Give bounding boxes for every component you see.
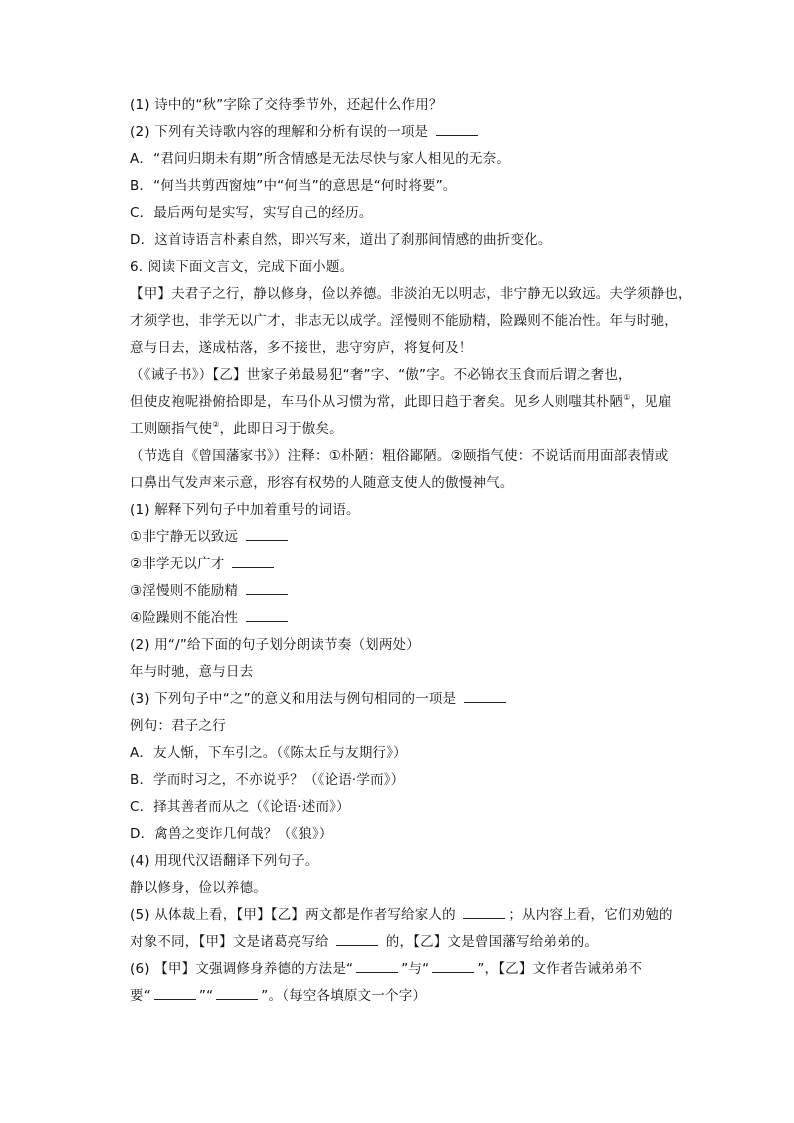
q6-s1-item-text: ④险躁则不能冶性 xyxy=(130,610,239,626)
q6-s1-item xyxy=(130,524,700,551)
q5-option-b: B．“何当共剪西窗烛”中“何当”的意思是“何时将要”。 xyxy=(130,178,457,194)
q6-s3-option-a: A．友人惭，下车引之。（《陈太丘与友期行》） xyxy=(130,745,407,761)
answer-blank xyxy=(432,958,474,973)
q6-s4-sentence: 静以修身，俭以养德。 xyxy=(130,880,267,896)
q6-s2-sentence: 年与时驰，意与日去 xyxy=(130,664,254,680)
q6-s1-item-text: ③淫慢则不能励精 xyxy=(130,583,239,599)
answer-blank xyxy=(463,904,505,919)
q6-s6-line2 xyxy=(130,983,700,1010)
passage-jia-line: 意与日去，遂成枯落，多不接世，悲守穷庐，将复何及！ xyxy=(130,340,473,356)
passage-yi-text: ，此即日习于傲矣。 xyxy=(219,421,343,437)
q5-sub2-text: (2) 下列有关诗歌内容的理解和分析有误的一项是 xyxy=(130,124,429,140)
q6-s5-text: ；从内容上看，它们劝勉的 xyxy=(508,907,673,923)
q5-sub2 xyxy=(130,119,700,146)
passage-yi-line: （《诫子书》）【乙】世家子弟最易犯“奢”字、“傲”字。不必锦衣玉食而后谓之奢也， xyxy=(130,367,632,383)
q6-s2-title: (2) 用“/”给下面的句子划分朗读节奏（划两处） xyxy=(130,637,420,653)
answer-blank xyxy=(216,985,258,1000)
answer-blank xyxy=(246,580,288,595)
q6-s6-text: ”与“ xyxy=(401,961,430,977)
answer-blank xyxy=(246,526,288,541)
q6-s5-text: 对象不同，【甲】文是诸葛亮写给 xyxy=(130,934,329,950)
q6-s3-option-b: B．学而时习之，不亦说乎？（《论语·学而》） xyxy=(130,772,405,788)
q6-s6-text: (6) 【甲】文强调修身养德的方法是“ xyxy=(130,961,354,977)
q6-s1-item xyxy=(130,551,700,578)
answer-blank xyxy=(436,121,478,136)
passage-yi-line xyxy=(130,389,700,416)
q6-s5-text: (5) 从体裁上看，【甲】【乙】两文都是作者写给家人的 xyxy=(130,907,456,923)
q6-s1-item-text: ①非宁静无以致远 xyxy=(130,529,239,545)
q6-s1-title: (1) 解释下列句子中加着重号的词语。 xyxy=(130,502,360,518)
q6-s6-text: ”。（每空各填原文一个字） xyxy=(261,988,427,1004)
passage-jia-line: 【甲】夫君子之行，静以修身，俭以养德。非淡泊无以明志，非宁静无以致远。夫学须静也， xyxy=(130,286,692,302)
passage-yi-text: ，见雇 xyxy=(630,394,672,410)
q6-s6-text: ”“ xyxy=(198,988,214,1004)
answer-blank xyxy=(232,553,274,568)
source-notes-line: 口鼻出气发声来示意，形容有权势的人随意支使人的傲慢神气。 xyxy=(130,475,514,491)
q6-s6-text: ”，【乙】文作者告诫弟弟不 xyxy=(477,961,643,977)
q6-s3-option-c: C．择其善者而从之（《论语·述而》） xyxy=(130,799,350,815)
q6-s5-text: 的，【乙】文是曾国藩写给弟弟的。 xyxy=(385,934,599,950)
q5-option-c: C．最后两句是实写，实写自己的经历。 xyxy=(130,205,373,221)
footnote-marker: ① xyxy=(623,393,631,402)
answer-blank xyxy=(356,958,398,973)
q6-s6-line1 xyxy=(130,956,700,983)
q6-s1-item-text: ②非学无以广才 xyxy=(130,556,225,572)
passage-yi-text: 工则颐指气使 xyxy=(130,421,213,437)
page-content xyxy=(130,92,700,1010)
q6-s3-option-d: D．禽兽之变诈几何哉？（《狼》） xyxy=(130,826,333,842)
q5-option-a: A．“君问归期未有期”所含情感是无法尽快与家人相见的无奈。 xyxy=(130,151,511,167)
q6-s3-title-text: (3) 下列句子中“之”的意义和用法与例句相同的一项是 xyxy=(130,691,457,707)
q6-s1-item xyxy=(130,605,700,632)
q6-s1-item xyxy=(130,578,700,605)
q6-s5-line1 xyxy=(130,902,700,929)
answer-blank xyxy=(464,688,506,703)
passage-yi-line xyxy=(130,416,700,443)
answer-blank xyxy=(154,985,196,1000)
q6-s6-text: 要“ xyxy=(130,988,151,1004)
source-notes-line: （节选自《曾国藩家书》）注释：①朴陋：粗俗鄙陋。②颐指气使：不说话而用面部表情或 xyxy=(130,448,669,464)
passage-jia-line: 才须学也，非学无以广才，非志无以成学。淫慢则不能励精，险躁则不能冶性。年与时驰， xyxy=(130,313,678,329)
q5-option-d: D．这首诗语言朴素自然，即兴写来，道出了刹那间情感的曲折变化。 xyxy=(130,232,552,248)
passage-yi-text: 但使皮袍呢褂俯拾即是，车马仆从习惯为常，此即日趋于奢矣。见乡人则嗤其朴陋 xyxy=(130,394,624,410)
q6-s3-title xyxy=(130,686,700,713)
q6-s5-line2 xyxy=(130,929,700,956)
q6-title: 6. 阅读下面文言文，完成下面小题。 xyxy=(130,259,354,275)
q6-s4-title: (4) 用现代汉语翻译下列句子。 xyxy=(130,853,319,869)
q5-sub1: (1) 诗中的“秋”字除了交待季节外，还起什么作用？ xyxy=(130,97,443,113)
q6-s3-example: 例句：君子之行 xyxy=(130,718,226,734)
answer-blank xyxy=(246,607,288,622)
answer-blank xyxy=(336,931,378,946)
footnote-marker: ② xyxy=(212,420,220,429)
